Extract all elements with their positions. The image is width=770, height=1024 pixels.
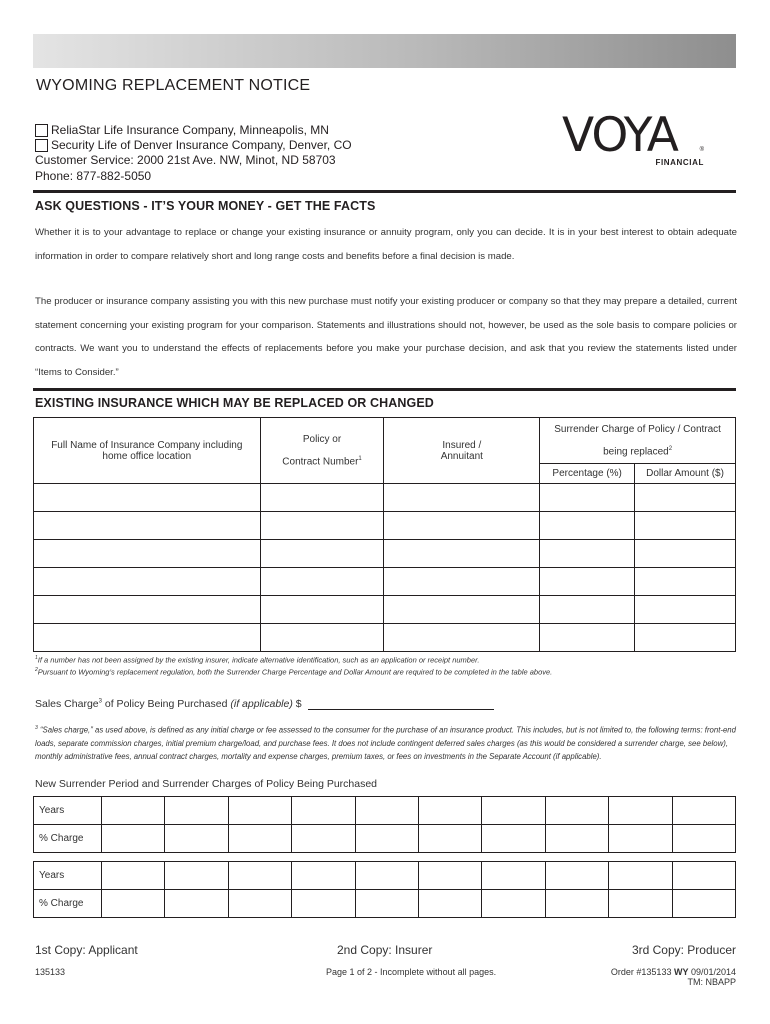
dollar-cell[interactable]	[635, 484, 736, 512]
insured-cell[interactable]	[384, 624, 540, 652]
dollar-cell[interactable]	[635, 512, 736, 540]
reliastar-checkbox[interactable]	[35, 124, 48, 137]
order-info: Order #135133 WY 09/01/2014 TM: NBAPP	[610, 967, 736, 987]
years-cell[interactable]	[228, 797, 291, 825]
intro-paragraph: Whether it is to your advantage to replace or change your existing insurance or annuity program, only you can decide. It is in your best interest to obtain adequate information in order to compare relatively short and long range costs and benefits before a final decision is made.	[35, 227, 737, 262]
years-cell[interactable]	[545, 797, 608, 825]
policy-cell[interactable]	[260, 596, 384, 624]
section-title-ask-questions: ASK QUESTIONS - IT’S YOUR MONEY - GET THE FACTS	[35, 199, 376, 213]
company-cell[interactable]	[34, 512, 261, 540]
footnote-2: $^2$Pursuant to Wyoming’s replacement regulation, both the Surrender Charge Percentage and Dollar Amount are required to be completed in the table above.	[35, 667, 553, 677]
existing-insurance-table	[33, 417, 736, 652]
table-row	[34, 797, 736, 825]
years-cell[interactable]	[672, 862, 735, 890]
col-header-surrender: Surrender Charge of Policy / Contract being replaced$^2$	[540, 418, 736, 464]
years-cell[interactable]	[292, 862, 355, 890]
logo-subtitle: FINANCIAL	[655, 158, 704, 167]
years-cell[interactable]	[165, 862, 228, 890]
percentage-cell[interactable]	[540, 596, 635, 624]
table-row	[34, 624, 736, 652]
charge-label: % Charge	[34, 825, 102, 853]
table-row	[34, 890, 736, 918]
charge-cell[interactable]	[418, 825, 481, 853]
surrender-table-1	[33, 796, 736, 853]
years-cell[interactable]	[482, 862, 545, 890]
col-header-company: Full Name of Insurance Company including home office location	[34, 418, 261, 484]
years-cell[interactable]	[482, 797, 545, 825]
copy-insurer: 2nd Copy: Insurer	[337, 943, 433, 957]
company-option-reliastar[interactable]	[35, 123, 329, 137]
charge-cell[interactable]	[165, 825, 228, 853]
dollar-cell[interactable]	[635, 596, 736, 624]
table-header-row	[34, 418, 736, 464]
charge-cell[interactable]	[545, 890, 608, 918]
col-header-dollar-amount: Dollar Amount ($)	[635, 464, 736, 484]
percentage-cell[interactable]	[540, 540, 635, 568]
copy-producer: 3rd Copy: Producer	[631, 943, 736, 957]
customer-service-address: Customer Service: 2000 21st Ave. NW, Minot, ND 58703	[35, 153, 336, 167]
policy-cell[interactable]	[260, 540, 384, 568]
years-cell[interactable]	[355, 797, 418, 825]
charge-cell[interactable]	[482, 825, 545, 853]
years-label: Years	[34, 797, 102, 825]
surrender-section-title: New Surrender Period and Surrender Charges of Policy Being Purchased	[35, 778, 378, 790]
table-row	[34, 512, 736, 540]
insured-cell[interactable]	[384, 512, 540, 540]
col-header-percentage: Percentage (%)	[540, 464, 635, 484]
policy-cell[interactable]	[260, 512, 384, 540]
percentage-cell[interactable]	[540, 512, 635, 540]
charge-cell[interactable]	[482, 890, 545, 918]
years-cell[interactable]	[228, 862, 291, 890]
phone-number: Phone: 877-882-5050	[35, 169, 152, 183]
insured-cell[interactable]	[384, 596, 540, 624]
years-cell[interactable]	[609, 797, 672, 825]
page-indicator: Page 1 of 2 - Incomplete without all pages.	[326, 967, 497, 977]
charge-cell[interactable]	[355, 890, 418, 918]
logo-wordmark: VOYA	[562, 108, 677, 163]
company-cell[interactable]	[34, 596, 261, 624]
charge-cell[interactable]	[228, 825, 291, 853]
insured-cell[interactable]	[384, 568, 540, 596]
table-row	[34, 825, 736, 853]
voya-logo	[562, 108, 708, 172]
footnote-3: $^3$ “Sales charge,” as used above, is defined as any initial charge or fee assessed to the consumer for the purchase of an insurance product. This includes, but is not limited to, the following terms: front-end loads, separate commission charges, initial premium charge/load, and purchase fees. It does not include contingent deferred sales charges (as this would be considered a surrender charge, see below), monthly administrative fees, annual contract charges, mortality and expense charges, premium taxes, or fees on investments in the Separate Account (if applicable).	[35, 725, 736, 761]
years-cell[interactable]	[672, 797, 735, 825]
col-header-policy: Policy or Contract Number$^1$	[260, 418, 384, 484]
reliastar-label: ReliaStar Life Insurance Company, Minneapolis, MN	[51, 123, 329, 137]
security-life-checkbox[interactable]	[35, 139, 48, 152]
security-life-label: Security Life of Denver Insurance Company, Denver, CO	[51, 138, 352, 152]
percentage-cell[interactable]	[540, 624, 635, 652]
insured-cell[interactable]	[384, 540, 540, 568]
col-header-insured: Insured / Annuitant	[384, 418, 540, 484]
percentage-cell[interactable]	[540, 568, 635, 596]
charge-cell[interactable]	[292, 890, 355, 918]
section-divider	[33, 190, 736, 193]
charge-cell[interactable]	[165, 890, 228, 918]
years-cell[interactable]	[355, 862, 418, 890]
policy-cell[interactable]	[260, 568, 384, 596]
dollar-cell[interactable]	[635, 624, 736, 652]
sales-charge-field[interactable]	[308, 698, 494, 710]
charge-cell[interactable]	[545, 825, 608, 853]
percentage-cell[interactable]	[540, 484, 635, 512]
dollar-cell[interactable]	[635, 568, 736, 596]
footnote-1: $^1$If a number has not been assigned by the existing insurer, indicate alternative identification, such as an application or receipt number.	[35, 655, 480, 665]
table-row	[34, 596, 736, 624]
years-cell[interactable]	[102, 797, 165, 825]
table-row	[34, 540, 736, 568]
producer-paragraph: The producer or insurance company assisting you with this new purchase must notify your existing producer or company so that they may prepare a detailed, current statement concerning your existing program for your comparison. Statements and illustrations should not, however, be used as the sole basis to compare policies or contracts. We want you to understand the effects of replacements before you make your purchase decision, and ask that you review the statements listed under “Items to Consider.”	[35, 296, 737, 378]
table-row	[34, 862, 736, 890]
years-cell[interactable]	[102, 862, 165, 890]
company-cell[interactable]	[34, 484, 261, 512]
sales-charge-line: Sales Charge$^3$ of Policy Being Purchased (if applicable) $	[35, 698, 494, 710]
charge-cell[interactable]	[609, 825, 672, 853]
charge-cell[interactable]	[672, 825, 735, 853]
dollar-cell[interactable]	[635, 540, 736, 568]
page-title: WYOMING REPLACEMENT NOTICE	[36, 77, 311, 94]
charge-cell[interactable]	[418, 890, 481, 918]
charge-cell[interactable]	[672, 890, 735, 918]
insured-cell[interactable]	[384, 484, 540, 512]
years-cell[interactable]	[418, 862, 481, 890]
form-number: 135133	[35, 967, 66, 977]
policy-cell[interactable]	[260, 624, 384, 652]
charge-cell[interactable]	[355, 825, 418, 853]
years-label: Years	[34, 862, 102, 890]
company-cell[interactable]	[34, 540, 261, 568]
section-title-existing-insurance: EXISTING INSURANCE WHICH MAY BE REPLACED OR CHANGED	[35, 396, 434, 410]
section-divider	[33, 388, 736, 391]
company-cell[interactable]	[34, 568, 261, 596]
table-row	[34, 484, 736, 512]
years-cell[interactable]	[292, 797, 355, 825]
copy-applicant: 1st Copy: Applicant	[35, 943, 138, 957]
header-band	[33, 34, 736, 68]
charge-cell[interactable]	[292, 825, 355, 853]
years-cell[interactable]	[609, 862, 672, 890]
charge-cell[interactable]	[102, 890, 165, 918]
charge-cell[interactable]	[102, 825, 165, 853]
years-cell[interactable]	[418, 797, 481, 825]
policy-cell[interactable]	[260, 484, 384, 512]
charge-cell[interactable]	[228, 890, 291, 918]
company-option-security-life[interactable]	[35, 138, 352, 152]
years-cell[interactable]	[545, 862, 608, 890]
charge-cell[interactable]	[609, 890, 672, 918]
surrender-table-2	[33, 861, 736, 918]
charge-label: % Charge	[34, 890, 102, 918]
years-cell[interactable]	[165, 797, 228, 825]
table-row	[34, 568, 736, 596]
company-cell[interactable]	[34, 624, 261, 652]
logo-registered-mark: ®	[699, 147, 704, 153]
